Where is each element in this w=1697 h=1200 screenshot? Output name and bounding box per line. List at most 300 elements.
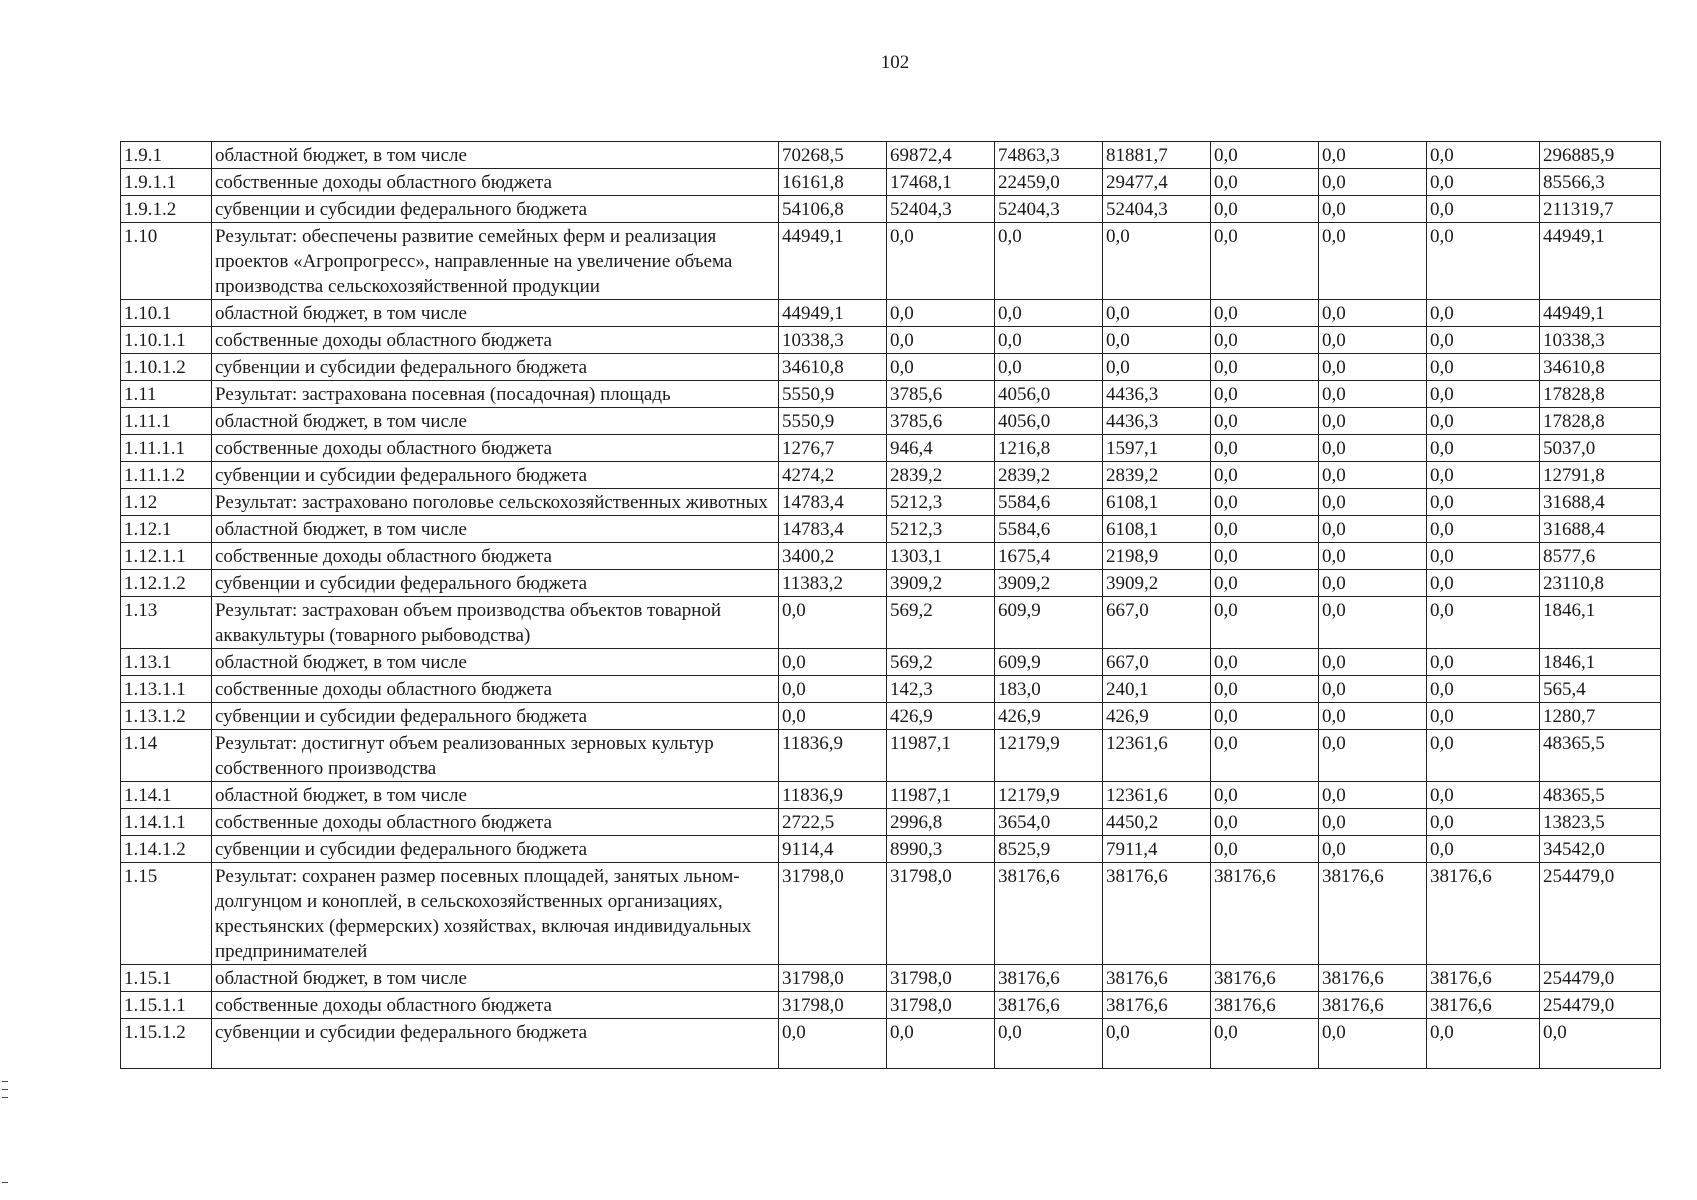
row-value: 0,0 (1319, 836, 1427, 863)
table-row (121, 570, 1661, 597)
row-value: 5550,9 (779, 381, 887, 408)
row-value: 0,0 (995, 1019, 1103, 1069)
row-value: 0,0 (1319, 782, 1427, 809)
row-value: 0,0 (1427, 1019, 1540, 1069)
row-name: субвенции и субсидии федерального бюджета (212, 836, 779, 863)
row-name: Результат: застраховано поголовье сельскохозяйственных животных (212, 489, 779, 516)
row-value: 38176,6 (1427, 965, 1540, 992)
row-value: 4450,2 (1103, 809, 1211, 836)
row-value: 22459,0 (995, 169, 1103, 196)
row-value: 0,0 (1211, 381, 1319, 408)
row-value: 0,0 (995, 327, 1103, 354)
row-total-value: 23110,8 (1540, 570, 1661, 597)
row-value: 31798,0 (779, 992, 887, 1019)
table-row (121, 543, 1661, 570)
row-value: 0,0 (1427, 169, 1540, 196)
row-name: областной бюджет, в том числе (212, 408, 779, 435)
row-total-value: 10338,3 (1540, 327, 1661, 354)
row-value: 0,0 (1103, 354, 1211, 381)
row-value: 0,0 (1211, 462, 1319, 489)
row-value: 0,0 (1427, 300, 1540, 327)
row-value: 11836,9 (779, 782, 887, 809)
row-value: 3785,6 (887, 381, 995, 408)
row-total-value: 44949,1 (1540, 300, 1661, 327)
row-total-value: 296885,9 (1540, 142, 1661, 169)
row-name: областной бюджет, в том числе (212, 782, 779, 809)
row-total-value: 565,4 (1540, 676, 1661, 703)
row-value: 0,0 (1319, 300, 1427, 327)
row-value: 12361,6 (1103, 782, 1211, 809)
row-name: субвенции и субсидии федерального бюджета (212, 703, 779, 730)
row-value: 2839,2 (1103, 462, 1211, 489)
row-name: субвенции и субсидии федерального бюджета (212, 570, 779, 597)
row-value: 11987,1 (887, 730, 995, 782)
row-value: 0,0 (1427, 142, 1540, 169)
row-value: 4056,0 (995, 381, 1103, 408)
budget-table (120, 141, 1661, 1069)
row-value: 0,0 (1427, 516, 1540, 543)
row-value: 34610,8 (779, 354, 887, 381)
row-code: 1.13.1.1 (121, 676, 212, 703)
row-value: 0,0 (1211, 782, 1319, 809)
row-value: 667,0 (1103, 597, 1211, 649)
row-name: собственные доходы областного бюджета (212, 543, 779, 570)
table-row (121, 965, 1661, 992)
row-value: 0,0 (1211, 300, 1319, 327)
table-row (121, 300, 1661, 327)
row-value: 5212,3 (887, 516, 995, 543)
row-code: 1.12.1 (121, 516, 212, 543)
row-value: 0,0 (1319, 223, 1427, 300)
row-value: 38176,6 (995, 863, 1103, 965)
row-value: 38176,6 (995, 965, 1103, 992)
row-code: 1.14.1 (121, 782, 212, 809)
row-value: 183,0 (995, 676, 1103, 703)
row-code: 1.11.1.2 (121, 462, 212, 489)
row-total-value: 5037,0 (1540, 435, 1661, 462)
table-row (121, 1019, 1661, 1069)
row-value: 6108,1 (1103, 489, 1211, 516)
row-value: 0,0 (1211, 703, 1319, 730)
row-total-value: 254479,0 (1540, 965, 1661, 992)
row-value: 0,0 (1319, 649, 1427, 676)
scan-edge-mark (2, 1097, 8, 1098)
row-name: областной бюджет, в том числе (212, 142, 779, 169)
row-value: 14783,4 (779, 489, 887, 516)
row-value: 0,0 (1211, 489, 1319, 516)
row-value: 0,0 (1319, 354, 1427, 381)
row-total-value: 8577,6 (1540, 543, 1661, 570)
row-value: 3654,0 (995, 809, 1103, 836)
row-value: 3909,2 (1103, 570, 1211, 597)
row-value: 0,0 (887, 1019, 995, 1069)
row-value: 52404,3 (887, 196, 995, 223)
row-value: 0,0 (1319, 435, 1427, 462)
row-total-value: 17828,8 (1540, 408, 1661, 435)
row-value: 0,0 (1319, 381, 1427, 408)
page-number: 102 (880, 52, 910, 73)
row-code: 1.15 (121, 863, 212, 965)
row-value: 38176,6 (1427, 992, 1540, 1019)
row-value: 0,0 (1319, 597, 1427, 649)
row-code: 1.9.1 (121, 142, 212, 169)
row-name: собственные доходы областного бюджета (212, 435, 779, 462)
row-value: 74863,3 (995, 142, 1103, 169)
row-value: 0,0 (1211, 196, 1319, 223)
table-row (121, 489, 1661, 516)
row-code: 1.15.1.2 (121, 1019, 212, 1069)
row-value: 9114,4 (779, 836, 887, 863)
scan-edge-mark (2, 1081, 8, 1082)
row-value: 0,0 (1211, 730, 1319, 782)
row-value: 3909,2 (887, 570, 995, 597)
row-value: 10338,3 (779, 327, 887, 354)
row-value: 5584,6 (995, 489, 1103, 516)
row-value: 38176,6 (1103, 863, 1211, 965)
row-code: 1.12.1.1 (121, 543, 212, 570)
row-value: 11987,1 (887, 782, 995, 809)
row-code: 1.10.1.2 (121, 354, 212, 381)
row-name: Результат: застрахован объем производства объектов товарной аквакультуры (товарного рыбоводства) (212, 597, 779, 649)
row-value: 569,2 (887, 597, 995, 649)
row-value: 29477,4 (1103, 169, 1211, 196)
row-name: областной бюджет, в том числе (212, 965, 779, 992)
row-total-value: 0,0 (1540, 1019, 1661, 1069)
row-value: 0,0 (779, 703, 887, 730)
table-row (121, 381, 1661, 408)
row-value: 946,4 (887, 435, 995, 462)
table-row (121, 992, 1661, 1019)
row-code: 1.15.1.1 (121, 992, 212, 1019)
row-value: 0,0 (1427, 196, 1540, 223)
row-code: 1.9.1.1 (121, 169, 212, 196)
row-code: 1.14.1.2 (121, 836, 212, 863)
row-value: 44949,1 (779, 300, 887, 327)
table-row (121, 676, 1661, 703)
row-value: 38176,6 (995, 992, 1103, 1019)
row-value: 16161,8 (779, 169, 887, 196)
row-value: 0,0 (1427, 649, 1540, 676)
table-row (121, 142, 1661, 169)
row-total-value: 254479,0 (1540, 992, 1661, 1019)
row-code: 1.10 (121, 223, 212, 300)
row-total-value: 48365,5 (1540, 782, 1661, 809)
row-value: 5584,6 (995, 516, 1103, 543)
row-value: 11836,9 (779, 730, 887, 782)
row-value: 0,0 (1427, 597, 1540, 649)
row-name: собственные доходы областного бюджета (212, 809, 779, 836)
row-value: 0,0 (1319, 327, 1427, 354)
budget-table-body (121, 142, 1661, 1069)
row-value: 69872,4 (887, 142, 995, 169)
scan-edge-mark (2, 1182, 8, 1183)
row-total-value: 34542,0 (1540, 836, 1661, 863)
row-value: 0,0 (1427, 676, 1540, 703)
row-value: 0,0 (1427, 782, 1540, 809)
row-value: 0,0 (1427, 354, 1540, 381)
table-row (121, 809, 1661, 836)
row-name: субвенции и субсидии федерального бюджета (212, 1019, 779, 1069)
row-value: 1675,4 (995, 543, 1103, 570)
row-value: 8525,9 (995, 836, 1103, 863)
row-value: 38176,6 (1211, 992, 1319, 1019)
row-value: 12179,9 (995, 730, 1103, 782)
row-value: 0,0 (1319, 196, 1427, 223)
row-name: собственные доходы областного бюджета (212, 676, 779, 703)
row-value: 44949,1 (779, 223, 887, 300)
row-value: 5550,9 (779, 408, 887, 435)
row-value: 0,0 (995, 354, 1103, 381)
row-value: 0,0 (779, 1019, 887, 1069)
row-value: 2996,8 (887, 809, 995, 836)
row-value: 38176,6 (1427, 863, 1540, 965)
row-value: 569,2 (887, 649, 995, 676)
row-total-value: 211319,7 (1540, 196, 1661, 223)
table-row (121, 863, 1661, 965)
row-value: 0,0 (1427, 836, 1540, 863)
row-value: 0,0 (1211, 570, 1319, 597)
row-value: 0,0 (1211, 354, 1319, 381)
row-value: 81881,7 (1103, 142, 1211, 169)
row-total-value: 31688,4 (1540, 516, 1661, 543)
row-value: 6108,1 (1103, 516, 1211, 543)
row-name: областной бюджет, в том числе (212, 300, 779, 327)
row-value: 2839,2 (887, 462, 995, 489)
row-value: 0,0 (1211, 516, 1319, 543)
row-code: 1.11 (121, 381, 212, 408)
row-code: 1.11.1.1 (121, 435, 212, 462)
row-value: 0,0 (1427, 543, 1540, 570)
row-value: 31798,0 (779, 863, 887, 965)
row-value: 1597,1 (1103, 435, 1211, 462)
row-total-value: 85566,3 (1540, 169, 1661, 196)
row-value: 31798,0 (887, 965, 995, 992)
row-value: 14783,4 (779, 516, 887, 543)
row-value: 7911,4 (1103, 836, 1211, 863)
row-code: 1.14 (121, 730, 212, 782)
row-value: 4056,0 (995, 408, 1103, 435)
row-value: 4436,3 (1103, 408, 1211, 435)
row-value: 4274,2 (779, 462, 887, 489)
row-value: 0,0 (1211, 676, 1319, 703)
row-value: 0,0 (1427, 489, 1540, 516)
row-total-value: 12791,8 (1540, 462, 1661, 489)
row-value: 3400,2 (779, 543, 887, 570)
row-value: 426,9 (995, 703, 1103, 730)
row-value: 38176,6 (1103, 965, 1211, 992)
row-value: 38176,6 (1211, 965, 1319, 992)
row-value: 0,0 (1211, 1019, 1319, 1069)
row-total-value: 44949,1 (1540, 223, 1661, 300)
row-value: 0,0 (995, 223, 1103, 300)
row-value: 240,1 (1103, 676, 1211, 703)
scan-edge-mark (2, 1089, 8, 1090)
row-value: 0,0 (1211, 408, 1319, 435)
row-value: 38176,6 (1319, 863, 1427, 965)
row-name: областной бюджет, в том числе (212, 649, 779, 676)
table-row (121, 435, 1661, 462)
row-value: 0,0 (1427, 408, 1540, 435)
table-row (121, 649, 1661, 676)
row-value: 17468,1 (887, 169, 995, 196)
row-code: 1.13.1 (121, 649, 212, 676)
row-code: 1.10.1.1 (121, 327, 212, 354)
row-value: 70268,5 (779, 142, 887, 169)
row-value: 52404,3 (995, 196, 1103, 223)
row-name: собственные доходы областного бюджета (212, 327, 779, 354)
row-value: 0,0 (1319, 730, 1427, 782)
row-total-value: 13823,5 (1540, 809, 1661, 836)
row-total-value: 1846,1 (1540, 649, 1661, 676)
row-name: субвенции и субсидии федерального бюджета (212, 354, 779, 381)
row-value: 31798,0 (887, 992, 995, 1019)
row-value: 0,0 (1319, 169, 1427, 196)
row-value: 142,3 (887, 676, 995, 703)
row-value: 426,9 (887, 703, 995, 730)
table-row (121, 703, 1661, 730)
row-value: 5212,3 (887, 489, 995, 516)
row-value: 0,0 (1319, 462, 1427, 489)
row-value: 0,0 (1319, 408, 1427, 435)
row-value: 0,0 (1103, 223, 1211, 300)
row-total-value: 254479,0 (1540, 863, 1661, 965)
row-value: 38176,6 (1319, 965, 1427, 992)
table-row (121, 597, 1661, 649)
row-total-value: 1846,1 (1540, 597, 1661, 649)
row-value: 0,0 (1427, 570, 1540, 597)
row-name: собственные доходы областного бюджета (212, 169, 779, 196)
row-value: 3909,2 (995, 570, 1103, 597)
row-value: 609,9 (995, 597, 1103, 649)
row-value: 1216,8 (995, 435, 1103, 462)
row-name: Результат: сохранен размер посевных площадей, занятых льном-долгунцом и коноплей, в сельскохозяйственных организациях, крестьянских (фермерских) хозяйствах, включая индивидуальных предпринимателей (212, 863, 779, 965)
row-value: 0,0 (1427, 462, 1540, 489)
row-total-value: 1280,7 (1540, 703, 1661, 730)
row-value: 0,0 (1211, 223, 1319, 300)
row-value: 0,0 (1211, 142, 1319, 169)
row-code: 1.10.1 (121, 300, 212, 327)
row-value: 0,0 (1319, 142, 1427, 169)
row-value: 0,0 (1319, 570, 1427, 597)
row-name: субвенции и субсидии федерального бюджета (212, 462, 779, 489)
row-value: 0,0 (779, 676, 887, 703)
row-value: 426,9 (1103, 703, 1211, 730)
row-value: 1276,7 (779, 435, 887, 462)
table-row (121, 462, 1661, 489)
row-value: 2198,9 (1103, 543, 1211, 570)
row-value: 0,0 (1319, 676, 1427, 703)
table-row (121, 836, 1661, 863)
row-value: 31798,0 (779, 965, 887, 992)
row-value: 3785,6 (887, 408, 995, 435)
row-name: субвенции и субсидии федерального бюджета (212, 196, 779, 223)
row-value: 0,0 (1319, 809, 1427, 836)
row-name: Результат: обеспечены развитие семейных ферм и реализация проектов «Агропрогресс», направленные на увеличение объема производства сельскохозяйственной продукции (212, 223, 779, 300)
row-value: 0,0 (995, 300, 1103, 327)
row-value: 0,0 (1211, 327, 1319, 354)
row-value: 0,0 (887, 223, 995, 300)
row-code: 1.9.1.2 (121, 196, 212, 223)
row-value: 0,0 (1427, 730, 1540, 782)
row-name: областной бюджет, в том числе (212, 516, 779, 543)
table-row (121, 516, 1661, 543)
row-value: 0,0 (1427, 381, 1540, 408)
row-value: 4436,3 (1103, 381, 1211, 408)
row-value: 54106,8 (779, 196, 887, 223)
row-code: 1.12 (121, 489, 212, 516)
row-value: 0,0 (887, 300, 995, 327)
row-value: 0,0 (1427, 223, 1540, 300)
row-name: Результат: застрахована посевная (посадочная) площадь (212, 381, 779, 408)
row-code: 1.13.1.2 (121, 703, 212, 730)
row-value: 609,9 (995, 649, 1103, 676)
table-row (121, 782, 1661, 809)
table-row (121, 169, 1661, 196)
row-value: 0,0 (1319, 1019, 1427, 1069)
row-value: 0,0 (1319, 489, 1427, 516)
row-value: 0,0 (779, 597, 887, 649)
row-name: собственные доходы областного бюджета (212, 992, 779, 1019)
row-value: 0,0 (1427, 809, 1540, 836)
row-value: 0,0 (1103, 327, 1211, 354)
row-value: 52404,3 (1103, 196, 1211, 223)
row-name: Результат: достигнут объем реализованных зерновых культур собственного производства (212, 730, 779, 782)
row-value: 0,0 (1211, 543, 1319, 570)
row-value: 0,0 (1427, 703, 1540, 730)
row-value: 0,0 (1427, 435, 1540, 462)
row-value: 0,0 (779, 649, 887, 676)
table-row (121, 408, 1661, 435)
row-value: 0,0 (1319, 543, 1427, 570)
row-value: 0,0 (1319, 516, 1427, 543)
row-value: 0,0 (887, 327, 995, 354)
row-value: 38176,6 (1103, 992, 1211, 1019)
row-value: 0,0 (1211, 169, 1319, 196)
row-code: 1.15.1 (121, 965, 212, 992)
row-value: 0,0 (1211, 597, 1319, 649)
row-value: 8990,3 (887, 836, 995, 863)
row-value: 31798,0 (887, 863, 995, 965)
row-value: 2839,2 (995, 462, 1103, 489)
row-value: 0,0 (1211, 809, 1319, 836)
row-total-value: 34610,8 (1540, 354, 1661, 381)
row-value: 0,0 (1211, 836, 1319, 863)
row-value: 0,0 (1319, 703, 1427, 730)
table-row (121, 327, 1661, 354)
row-value: 0,0 (1103, 300, 1211, 327)
row-total-value: 48365,5 (1540, 730, 1661, 782)
table-row (121, 223, 1661, 300)
row-value: 0,0 (887, 354, 995, 381)
row-value: 12179,9 (995, 782, 1103, 809)
table-row (121, 730, 1661, 782)
row-total-value: 17828,8 (1540, 381, 1661, 408)
row-code: 1.14.1.1 (121, 809, 212, 836)
row-value: 0,0 (1211, 435, 1319, 462)
row-value: 0,0 (1211, 649, 1319, 676)
table-row (121, 354, 1661, 381)
row-value: 11383,2 (779, 570, 887, 597)
row-code: 1.12.1.2 (121, 570, 212, 597)
row-value: 667,0 (1103, 649, 1211, 676)
row-value: 12361,6 (1103, 730, 1211, 782)
row-code: 1.13 (121, 597, 212, 649)
row-value: 38176,6 (1211, 863, 1319, 965)
row-value: 2722,5 (779, 809, 887, 836)
row-code: 1.11.1 (121, 408, 212, 435)
row-total-value: 31688,4 (1540, 489, 1661, 516)
row-value: 1303,1 (887, 543, 995, 570)
